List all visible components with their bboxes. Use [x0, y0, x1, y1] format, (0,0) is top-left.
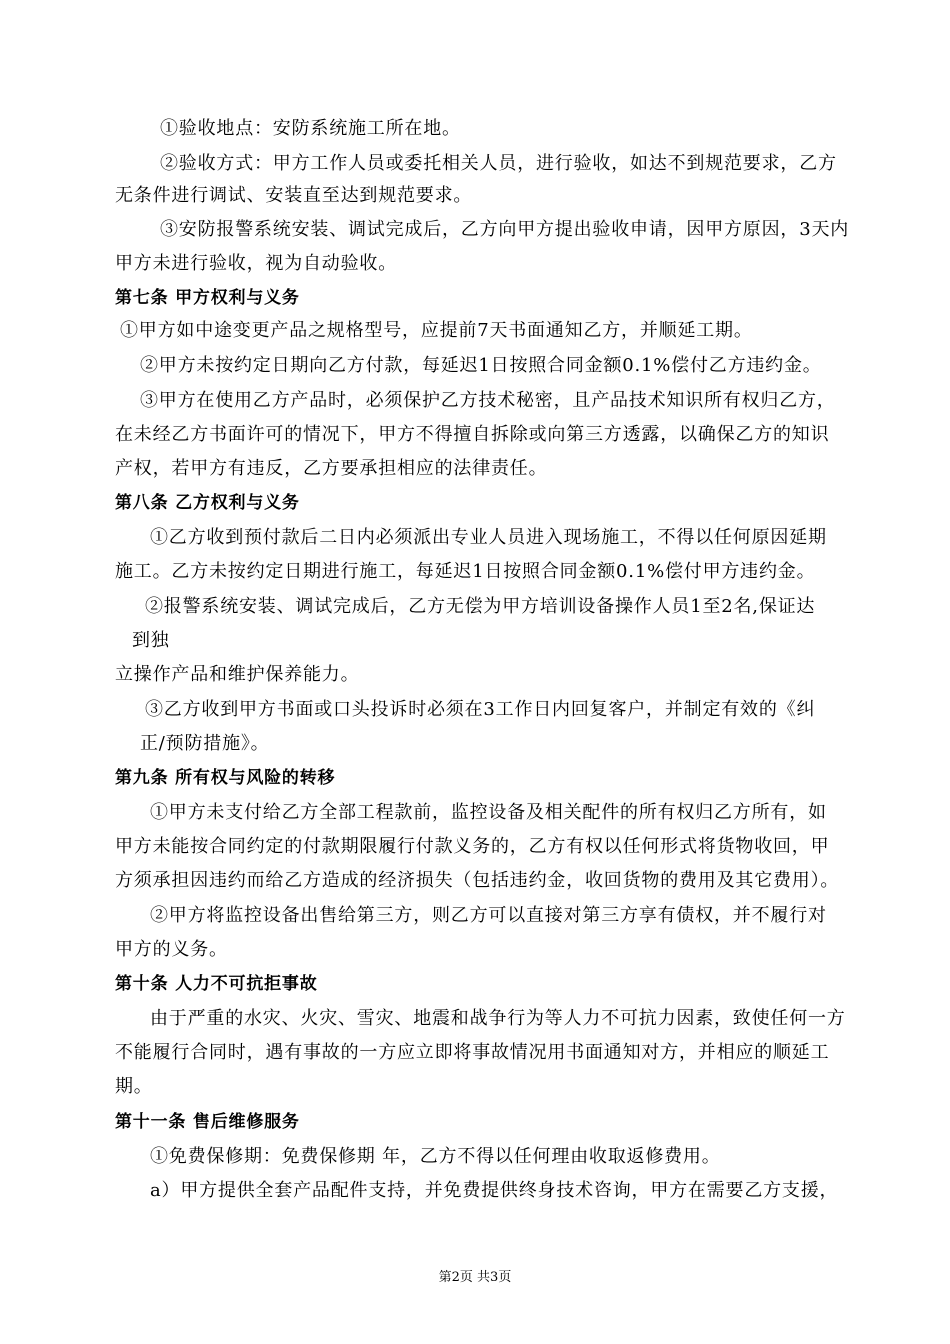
- paragraph-line: 甲方未进行验收，视为自动验收。: [115, 253, 397, 274]
- paragraph-line: 由于严重的水灾、火灾、雪灾、地震和战争行为等人力不可抗力因素，致使任何一方: [150, 1008, 846, 1029]
- paragraph-line: 甲方未能按合同约定的付款期限履行付款义务的，乙方有权以任何形式将货物收回，甲: [115, 836, 830, 857]
- paragraph-line: ②验收方式：甲方工作人员或委托相关人员，进行验收，如达不到规范要求，乙方: [160, 153, 837, 174]
- paragraph-line: ①甲方如中途变更产品之规格型号，应提前7天书面通知乙方，并顺延工期。: [120, 320, 753, 341]
- section-heading: 第十一条 售后维修服务: [115, 1112, 300, 1132]
- paragraph-line: a）甲方提供全套产品配件支持，并免费提供终身技术咨询，甲方在需要乙方支援，: [150, 1180, 839, 1201]
- section-heading: 第七条 甲方权利与义务: [115, 288, 300, 308]
- paragraph-line: ①验收地点：安防系统施工所在地。: [160, 118, 461, 139]
- paragraph-line: 期。: [115, 1076, 153, 1097]
- paragraph-line: ②甲方未按约定日期向乙方付款，每延迟1日按照合同金额0.1%偿付乙方违约金。: [140, 355, 822, 376]
- paragraph-line: ③安防报警系统安装、调试完成后，乙方向甲方提出验收申请，因甲方原因，3天内: [160, 219, 850, 240]
- paragraph-line: 不能履行合同时，遇有事故的一方应立即将事故情况用书面通知对方，并相应的顺延工: [115, 1042, 830, 1063]
- paragraph-line: 立操作产品和维护保养能力。: [115, 664, 360, 685]
- paragraph-line: ②甲方将监控设备出售给第三方，则乙方可以直接对第三方享有债权，并不履行对: [150, 905, 827, 926]
- paragraph-line: 甲方的义务。: [115, 939, 228, 960]
- section-heading: 第九条 所有权与风险的转移: [115, 768, 336, 788]
- paragraph-line: 施工。乙方未按约定日期进行施工，每延迟1日按照合同金额0.1%偿付甲方违约金。: [115, 561, 816, 582]
- page-footer: 第2页 共3页: [438, 1270, 512, 1285]
- paragraph-line: 方须承担因违约而给乙方造成的经济损失（包括违约金，收回货物的费用及其它费用）。: [115, 870, 840, 891]
- paragraph-line: 到独: [132, 630, 170, 651]
- paragraph-line: ①乙方收到预付款后二日内必须派出专业人员进入现场施工，不得以任何原因延期: [150, 527, 827, 548]
- paragraph-line: ①甲方未支付给乙方全部工程款前，监控设备及相关配件的所有权归乙方所有，如: [150, 802, 827, 823]
- section-heading: 第十条 人力不可抗拒事故: [115, 974, 318, 994]
- paragraph-line: 正/预防措施》。: [140, 733, 270, 754]
- section-heading: 第八条 乙方权利与义务: [115, 493, 300, 513]
- paragraph-line: 无条件进行调试、安装直至达到规范要求。: [115, 185, 473, 206]
- paragraph-line: ③乙方收到甲方书面或口头投诉时必须在3工作日内回复客户，并制定有效的《纠: [145, 699, 816, 720]
- paragraph-line: 产权，若甲方有违反，乙方要承担相应的法律责任。: [115, 458, 548, 479]
- paragraph-line: ①免费保修期：免费保修期 年，乙方不得以任何理由收取返修费用。: [150, 1146, 721, 1167]
- paragraph-line: ②报警系统安装、调试完成后，乙方无偿为甲方培训设备操作人员1至2名,保证达: [145, 596, 816, 617]
- paragraph-line: 在未经乙方书面许可的情况下，甲方不得擅自拆除或向第三方透露，以确保乙方的知识: [115, 424, 830, 445]
- paragraph-line: ③甲方在使用乙方产品时，必须保护乙方技术秘密，且产品技术知识所有权归乙方，: [140, 390, 836, 411]
